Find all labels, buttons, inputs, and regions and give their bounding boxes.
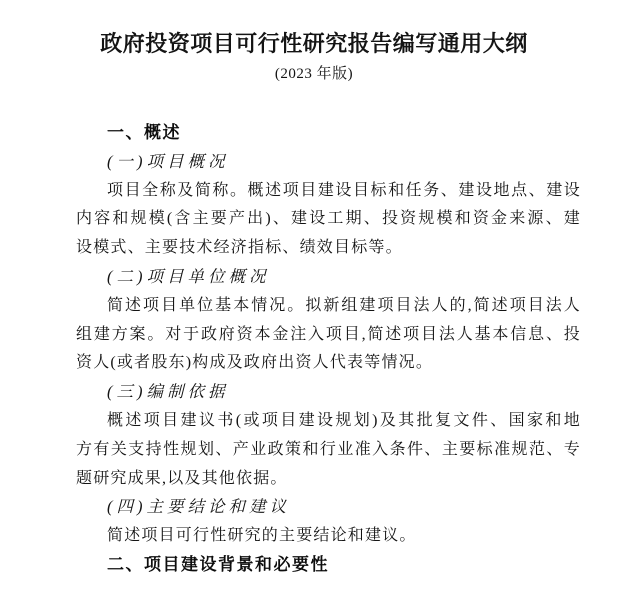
- section-heading: 二、项目建设背景和必要性: [107, 554, 329, 574]
- subsection-heading: (二)项目单位概况: [107, 266, 270, 286]
- paragraph-line: 组建方案。对于政府资本金注入项目,简述项目法人基本信息、投: [76, 325, 581, 343]
- paragraph-line: 简述项目可行性研究的主要结论和建议。: [107, 527, 417, 545]
- paragraph-line: 设模式、主要技术经济指标、绩效目标等。: [76, 239, 403, 257]
- document-body: [76, 119, 581, 580]
- subsection-heading: (一)项目概况: [107, 151, 229, 171]
- document-title: 政府投资项目可行性研究报告编写通用大纲: [100, 31, 528, 56]
- paragraph-line: 资人(或者股东)构成及政府出资人代表等情况。: [76, 354, 434, 372]
- subsection-heading: (三)编制依据: [107, 382, 229, 402]
- paragraph-line: 项目全称及简称。概述项目建设目标和任务、建设地点、建设: [107, 181, 581, 199]
- paragraph-line: 简述项目单位基本情况。拟新组建项目法人的,简述项目法人: [107, 296, 581, 314]
- paragraph-line: 内容和规模(含主要产出)、建设工期、投资规模和资金来源、建: [76, 210, 581, 228]
- paragraph-line: 概述项目建议书(或项目建设规划)及其批复文件、国家和地: [107, 411, 581, 429]
- paragraph-line: 方有关支持性规划、产业政策和行业准入条件、主要标准规范、专: [76, 440, 581, 458]
- section-heading: 一、概述: [107, 123, 181, 142]
- paragraph-line: 题研究成果,以及其他依据。: [76, 469, 288, 487]
- subsection-heading: (四)主要结论和建议: [107, 497, 290, 517]
- document-subtitle: (2023 年版): [274, 66, 354, 82]
